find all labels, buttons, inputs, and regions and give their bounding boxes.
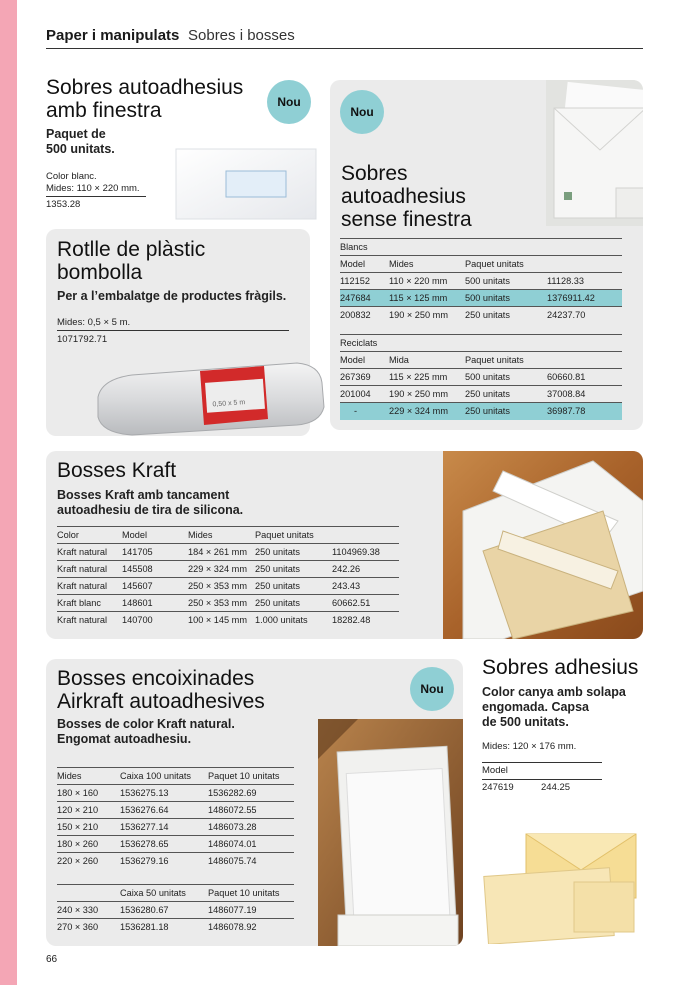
adhesius-title: Sobres adhesius (482, 656, 639, 679)
airkraft-panel (46, 659, 463, 946)
kraft-description: Bosses Kraft amb tancament autoadhesiu de tira de silicona. (57, 488, 244, 517)
table-row: 150 × 210 1536277.14 1486073.28 (57, 819, 294, 836)
reciclats-table (340, 334, 622, 420)
kraft-title: Bosses Kraft (57, 459, 177, 482)
reciclats-label: Reciclats (340, 335, 622, 352)
table-row: 180 × 160 1536275.13 1536282.69 (57, 785, 294, 802)
finestra-code: 1353.28 (46, 199, 81, 210)
table-row: 112152 110 × 220 mm 500 unitats 11128.33 (340, 273, 622, 290)
table-row: 267369 115 × 225 mm 500 unitats 60660.81 (340, 369, 622, 386)
adhesius-model: 247619 (482, 782, 514, 793)
new-badge: Nou (410, 667, 454, 711)
adhesius-code: 244.25 (541, 782, 571, 793)
divider (482, 762, 602, 763)
table-row-highlighted: - 229 × 324 mm 250 unitats 36987.78 (340, 403, 622, 420)
table-row: Kraft natural 141705 184 × 261 mm 250 unitats 1104969.38 (57, 544, 399, 561)
subsection-title: Sobres i bosses (188, 27, 295, 44)
table-row: Kraft blanc 148601 250 × 353 mm 250 unitats 60662.51 (57, 595, 399, 612)
kraft-bags-image (443, 451, 643, 639)
bombolla-code: 1071792.71 (57, 334, 108, 345)
table-row: Kraft natural 145607 250 × 353 mm 250 unitats 243.43 (57, 578, 399, 595)
table-header: Color Model Mides Paquet unitats (57, 527, 399, 544)
table-row: 201004 190 × 250 mm 250 unitats 37008.84 (340, 386, 622, 403)
section-title: Paper i manipulats (46, 27, 180, 44)
kraft-panel (46, 451, 643, 639)
bombolla-mides: Mides: 0,5 × 5 m. (57, 317, 131, 328)
table-row: 200832 190 × 250 mm 250 unitats 24237.70 (340, 307, 622, 324)
sense-finestra-title: Sobres autoadhesius sense finestra (341, 162, 472, 231)
table-row (340, 335, 622, 352)
adhesius-model-label: Model (482, 765, 508, 776)
padded-bags-image (318, 719, 463, 946)
bubble-roll-image (92, 359, 328, 436)
blancs-table (340, 238, 622, 324)
table-row-highlighted: 247684 115 × 125 mm 500 unitats 1376911.42 (340, 290, 622, 307)
table-row: 180 × 260 1536278.65 1486074.01 (57, 836, 294, 853)
page-number: 66 (46, 954, 58, 965)
table-header: Model Mides Paquet unitats (340, 256, 622, 273)
yellow-envelopes-image (482, 826, 643, 944)
divider (482, 779, 602, 780)
airkraft-description: Bosses de color Kraft natural. Engomat autoadhesiu. (57, 717, 235, 746)
roll-label: 0,50 x 5 m (212, 399, 246, 409)
table-header: Mides Caixa 100 unitats Paquet 10 unitats (57, 768, 294, 785)
table-row: Kraft natural 140700 100 × 145 mm 1.000 unitats 18282.48 (57, 612, 399, 629)
table-row: 220 × 260 1536279.16 1486075.74 (57, 853, 294, 870)
page-edge-strip (0, 0, 17, 985)
bombolla-panel (46, 229, 310, 436)
blancs-label: Blancs (340, 239, 622, 256)
window-envelope-image (168, 143, 322, 223)
divider (57, 330, 289, 331)
adhesius-mides: Mides: 120 × 176 mm. (482, 741, 577, 752)
bombolla-title: Rotlle de plàstic bombolla (57, 238, 206, 284)
page-header (46, 27, 643, 49)
kraft-table (57, 526, 399, 629)
table-row: 270 × 360 1536281.18 1486078.92 (57, 919, 294, 936)
new-badge: Nou (267, 80, 311, 124)
table-row: Kraft natural 145508 229 × 324 mm 250 unitats 242.26 (57, 561, 399, 578)
airkraft-title: Bosses encoixinades Airkraft autoadhesives (57, 667, 265, 713)
finestra-specs: Color blanc. Mides: 110 × 220 mm. (46, 171, 140, 194)
table-row (340, 239, 622, 256)
new-badge: Nou (340, 90, 384, 134)
finestra-description: Paquet de 500 unitats. (46, 127, 115, 156)
finestra-title: Sobres autoadhesius amb finestra (46, 76, 244, 122)
table-row: 120 × 210 1536276.64 1486072.55 (57, 802, 294, 819)
adhesius-description: Color canya amb solapa engomada. Capsa de 500 unitats. (482, 685, 626, 729)
white-envelopes-image (546, 80, 643, 226)
airkraft-table-50 (57, 884, 294, 936)
sense-finestra-panel (330, 80, 643, 430)
table-header: Caixa 50 unitats Paquet 10 unitats (57, 885, 294, 902)
table-row: 240 × 330 1536280.67 1486077.19 (57, 902, 294, 919)
divider (46, 196, 146, 197)
bombolla-description: Per a l’embalatge de productes fràgils. (57, 289, 287, 303)
airkraft-table-100 (57, 767, 294, 870)
table-header: Model Mida Paquet unitats (340, 352, 622, 369)
